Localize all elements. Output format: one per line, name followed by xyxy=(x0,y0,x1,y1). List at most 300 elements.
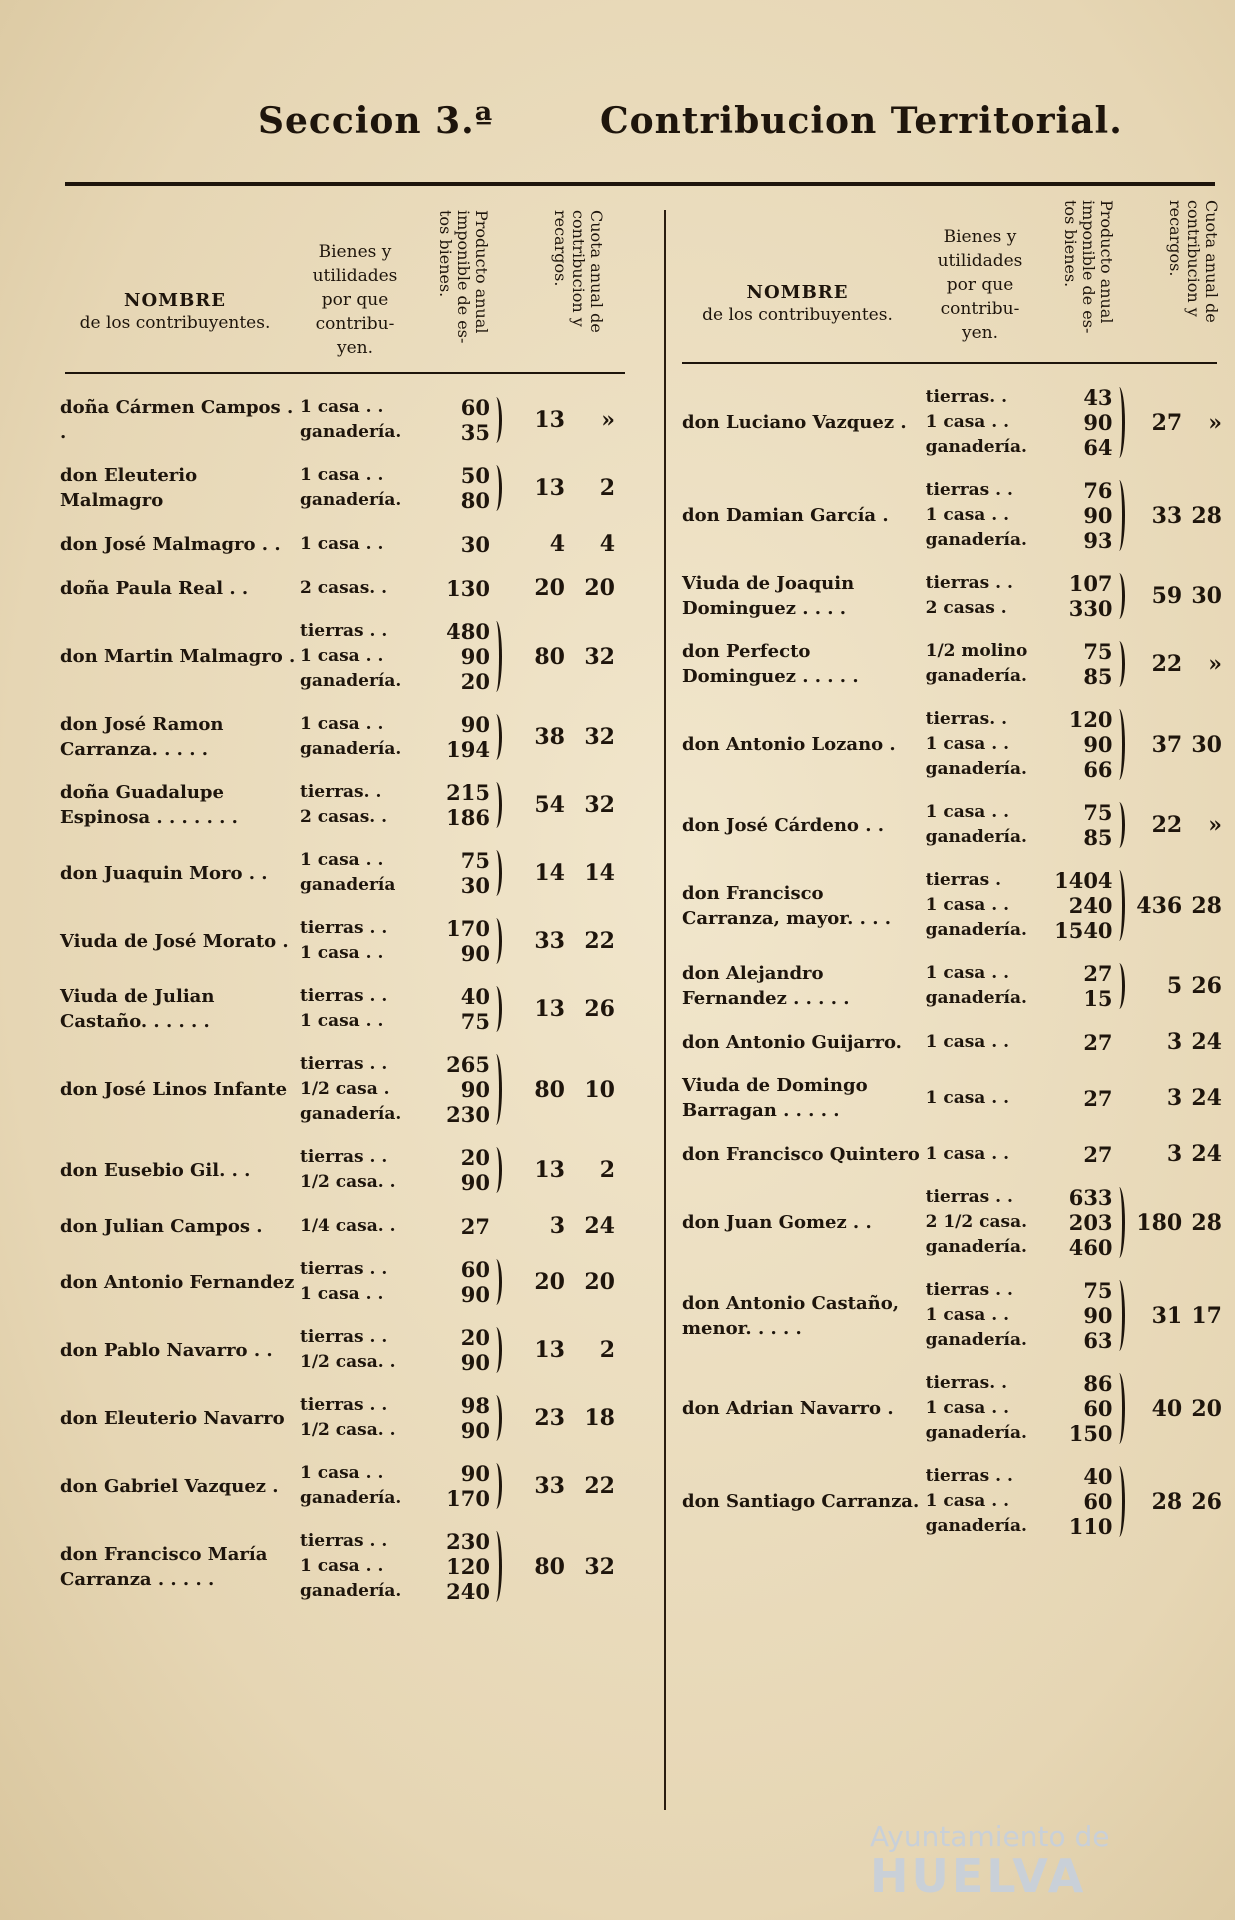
bien-item: 1/2 casa. . xyxy=(300,1352,396,1372)
bienes-cell xyxy=(300,984,425,1034)
cuota-maravedis: 24 xyxy=(1191,1141,1222,1167)
bien-item: 2 casas. . xyxy=(300,577,388,598)
producto-cell xyxy=(1045,707,1113,782)
contribuyente-name: Viuda de Joaquin Dominguez . . . . xyxy=(682,573,855,619)
bien-item: ganadería. xyxy=(925,759,1027,779)
bienes-cell xyxy=(300,780,425,830)
producto-value: 90 xyxy=(1083,410,1113,435)
cuota-maravedis: 2 xyxy=(599,1157,615,1183)
bien-item: tierras . . xyxy=(300,1259,388,1279)
cuota-reales: 59 xyxy=(1151,583,1183,609)
producto-value: 85 xyxy=(1083,825,1113,850)
contribuyente-name: don José Linos Infante xyxy=(60,1079,288,1100)
contribuyente-name: doña Guadalupe Espinosa . . . . . . . xyxy=(60,782,238,828)
producto-value: 230 xyxy=(446,1102,490,1127)
cuota-maravedis: 32 xyxy=(584,792,615,818)
bien-item: 1 casa . . xyxy=(925,1491,1009,1511)
bien-item: 1 casa . . xyxy=(925,802,1009,822)
bienes-cell xyxy=(926,1464,1045,1539)
brace xyxy=(492,1259,502,1305)
bien-item: tierras . . xyxy=(925,1280,1013,1300)
bien-item: tierras. . xyxy=(925,1373,1007,1393)
producto-cell xyxy=(1045,1464,1113,1539)
bien-item: tierras . . xyxy=(300,918,388,938)
brace xyxy=(1115,1466,1125,1537)
bien-item: ganadería. xyxy=(300,1581,402,1601)
contribuyente-name: don Adrian Navarro . xyxy=(682,1398,894,1419)
bien-item: ganadería. xyxy=(925,1237,1027,1257)
producto-value: 170 xyxy=(446,916,490,941)
bien-item: 1/2 casa . xyxy=(300,1079,390,1099)
producto-value: 460 xyxy=(1068,1235,1113,1260)
bien-item: 2 casas. . xyxy=(300,807,388,827)
cuota-reales: 80 xyxy=(534,643,565,670)
bien-item: ganadería. xyxy=(925,1330,1027,1350)
cuota-reales: 13 xyxy=(534,407,565,433)
bien-item: ganadería. xyxy=(300,422,402,442)
cuota-reales: 436 xyxy=(1136,892,1183,919)
bien-item: 1/2 molino xyxy=(925,641,1028,661)
bienes-cell xyxy=(300,1214,425,1239)
cuota-maravedis: 14 xyxy=(584,860,615,886)
contribuyente-name: don Antonio Guijarro. xyxy=(682,1031,902,1053)
bienes-cell xyxy=(926,961,1045,1011)
bien-item: ganadería. xyxy=(925,437,1027,457)
bienes-cell xyxy=(926,707,1045,782)
contribuyente-name: don Antonio Lozano . xyxy=(682,734,896,755)
bien-item: ganadería. xyxy=(925,920,1027,940)
cuota-reales: 54 xyxy=(534,792,565,818)
producto-value: 64 xyxy=(1083,435,1113,460)
brace xyxy=(492,465,502,511)
brace xyxy=(492,1054,502,1125)
producto-value: 90 xyxy=(460,1418,490,1443)
contribuyente-name: don Julian Campos . xyxy=(60,1215,263,1237)
table-row xyxy=(682,1029,1222,1055)
producto-value: 98 xyxy=(460,1393,490,1418)
producto-value: 90 xyxy=(460,644,490,669)
bien-item: 1 casa . . xyxy=(925,1398,1009,1418)
bien-item: 1/4 casa. . xyxy=(300,1215,396,1236)
producto-value: 1540 xyxy=(1054,918,1113,943)
cuota-maravedis: 22 xyxy=(584,928,615,954)
producto-cell xyxy=(1045,571,1113,621)
brace xyxy=(492,1327,502,1373)
bien-item: tierras . . xyxy=(925,1466,1013,1486)
producto-value: 60 xyxy=(460,395,490,420)
contribuyente-name: doña Paula Real . . xyxy=(60,577,249,599)
bienes-cell xyxy=(926,639,1045,689)
bien-item: tierras . . xyxy=(300,621,388,641)
cuota-maravedis: 24 xyxy=(1191,1085,1222,1111)
producto-cell xyxy=(425,916,490,966)
producto-value: 120 xyxy=(1068,707,1113,732)
header-cuota-right: Cuota anual de contribucion y recargos. xyxy=(1166,200,1221,323)
table-row xyxy=(60,984,640,1034)
producto-value: 120 xyxy=(446,1554,490,1579)
cuota-reales: 20 xyxy=(534,575,565,601)
contribuyente-name: don Perfecto Dominguez . . . . . xyxy=(682,641,859,687)
bien-item: 1 casa . . xyxy=(925,1031,1009,1052)
producto-cell xyxy=(425,848,490,898)
table-row xyxy=(682,1141,1222,1167)
cuota-reales: 3 xyxy=(1166,1029,1183,1055)
table-row xyxy=(60,1052,640,1127)
table-row xyxy=(682,639,1222,689)
contribuyente-name: don Santiago Carranza. xyxy=(682,1491,920,1512)
table-row xyxy=(60,619,640,694)
cuota-reales: 13 xyxy=(534,996,565,1022)
brace xyxy=(492,1395,502,1441)
cuota-reales: 33 xyxy=(1151,502,1183,529)
cuota-reales: 3 xyxy=(549,1213,565,1239)
table-row xyxy=(60,916,640,966)
contribuyente-name: don Francisco Quintero xyxy=(682,1143,920,1165)
contribuyente-name: don Alejandro Fernandez . . . . . xyxy=(682,963,850,1009)
watermark: Ayuntamiento de HUELVA xyxy=(870,1820,1110,1903)
bienes-cell xyxy=(300,463,425,513)
producto-cell xyxy=(425,1461,490,1511)
table-row xyxy=(682,385,1222,460)
cuota-reales: 80 xyxy=(534,1553,565,1580)
producto-cell xyxy=(425,1145,490,1195)
cuota-maravedis: » xyxy=(1208,409,1222,436)
table-row xyxy=(682,961,1222,1011)
cuota-reales: 180 xyxy=(1136,1209,1183,1236)
producto-cell xyxy=(425,395,490,445)
producto-cell xyxy=(425,712,490,762)
brace xyxy=(492,397,502,443)
cuota-reales: 22 xyxy=(1151,812,1183,838)
producto-cell xyxy=(1045,1086,1113,1111)
producto-value: 265 xyxy=(446,1052,490,1077)
bien-item: 1 casa . . xyxy=(925,1087,1009,1108)
producto-cell xyxy=(425,1325,490,1375)
cuota-maravedis: » xyxy=(1208,812,1222,838)
cuota-reales: 31 xyxy=(1151,1302,1183,1329)
cuota-maravedis: 10 xyxy=(584,1076,615,1103)
bien-item: tierras . . xyxy=(300,1054,388,1074)
producto-value: 60 xyxy=(1083,1489,1113,1514)
contribuyente-name: don José Ramon Carranza. . . . . xyxy=(60,714,224,760)
bienes-cell xyxy=(300,1325,425,1375)
bien-item: ganadería. xyxy=(925,666,1027,686)
cuota-reales: 22 xyxy=(1151,651,1183,677)
contribuyente-name: Viuda de José Morato . xyxy=(60,930,289,952)
bien-item: 1 casa . . xyxy=(300,1463,384,1483)
producto-cell xyxy=(425,984,490,1034)
producto-cell xyxy=(1045,800,1113,850)
brace xyxy=(1115,802,1125,848)
producto-value: 1404 xyxy=(1054,868,1113,893)
brace xyxy=(1115,573,1125,619)
bienes-cell xyxy=(300,712,425,762)
header-cuota-left: Cuota anual de contribucion y recargos. xyxy=(551,210,606,333)
bien-item: tierras . . xyxy=(300,1327,388,1347)
cuota-reales: 27 xyxy=(1151,409,1183,436)
bien-item: tierras . . xyxy=(925,480,1013,500)
brace xyxy=(492,918,502,964)
producto-value: 90 xyxy=(460,941,490,966)
producto-value: 90 xyxy=(1083,1303,1113,1328)
cuota-reales: 5 xyxy=(1166,973,1183,999)
producto-value: 90 xyxy=(460,1077,490,1102)
contribuyente-name: don Damian García . xyxy=(682,505,889,526)
producto-cell xyxy=(1045,1185,1113,1260)
producto-value: 63 xyxy=(1083,1328,1113,1353)
table-row xyxy=(682,1371,1222,1446)
table-row xyxy=(60,1325,640,1375)
contribuyente-name: don Gabriel Vazquez . xyxy=(60,1475,279,1497)
contribuyente-name: don Antonio Fernandez xyxy=(60,1271,295,1293)
bien-item: ganadería. xyxy=(300,1104,402,1124)
cuota-maravedis: » xyxy=(601,407,615,433)
producto-value: 30 xyxy=(460,873,490,898)
producto-value: 330 xyxy=(1068,596,1113,621)
producto-cell xyxy=(1045,385,1113,460)
contribuyente-name: doña Cármen Campos . . xyxy=(60,397,294,443)
brace xyxy=(1115,641,1125,687)
producto-value: 215 xyxy=(446,780,490,805)
producto-cell xyxy=(425,619,490,694)
bien-item: tierras . . xyxy=(925,573,1013,593)
cuota-maravedis: 30 xyxy=(1191,731,1222,758)
left-column xyxy=(60,395,640,1622)
table-row xyxy=(60,1393,640,1443)
producto-value: 27 xyxy=(1083,1029,1113,1055)
bien-item: tierras . . xyxy=(925,1187,1013,1207)
header-nombre-left: NOMBRE de los contribuyentes. xyxy=(79,290,271,333)
cuota-reales: 33 xyxy=(534,928,565,954)
bien-item: 1 casa . . xyxy=(300,850,384,870)
bienes-cell xyxy=(300,576,425,601)
bien-item: 1 casa . . xyxy=(300,397,384,417)
bien-item: 1 casa . . xyxy=(300,646,384,666)
contribuyente-name: don Martin Malmagro . xyxy=(60,646,296,667)
producto-cell xyxy=(425,1257,490,1307)
cuota-maravedis: 26 xyxy=(584,996,615,1022)
contribuyente-name: don Juan Gomez . . xyxy=(682,1212,872,1233)
cuota-reales: 20 xyxy=(534,1269,565,1295)
table-row xyxy=(60,1213,640,1239)
producto-value: 27 xyxy=(1083,1085,1113,1111)
brace xyxy=(492,714,502,760)
bien-item: tierras. . xyxy=(925,709,1007,729)
bienes-cell xyxy=(300,1052,425,1127)
table-row xyxy=(682,478,1222,553)
cuota-maravedis: 24 xyxy=(1191,1029,1222,1055)
producto-value: 150 xyxy=(1068,1421,1113,1446)
producto-value: 76 xyxy=(1083,478,1113,503)
cuota-maravedis: 24 xyxy=(584,1213,615,1239)
table-row xyxy=(60,848,640,898)
producto-value: 75 xyxy=(1083,800,1113,825)
brace xyxy=(1115,480,1125,551)
bien-item: 1 casa . . xyxy=(925,895,1009,915)
producto-cell xyxy=(425,1529,490,1604)
producto-cell xyxy=(425,576,490,601)
producto-value: 30 xyxy=(460,531,490,557)
bien-item: 2 casas . xyxy=(925,598,1007,618)
bien-item: ganadería. xyxy=(300,1488,402,1508)
table-row xyxy=(60,1145,640,1195)
bien-item: ganadería xyxy=(300,875,396,895)
cuota-maravedis: 17 xyxy=(1191,1302,1222,1329)
bienes-cell xyxy=(926,1142,1045,1167)
contribuyente-name: Viuda de Julian Castaño. . . . . . xyxy=(60,986,215,1032)
producto-value: 40 xyxy=(460,984,490,1009)
header-bottom-rule-right xyxy=(682,362,1217,364)
bien-item: ganadería. xyxy=(300,671,402,691)
brace xyxy=(492,1147,502,1193)
producto-value: 90 xyxy=(460,1170,490,1195)
bienes-cell xyxy=(926,800,1045,850)
header-rule xyxy=(65,182,1215,186)
producto-cell xyxy=(425,780,490,830)
bien-item: 1 casa . . xyxy=(925,412,1009,432)
bienes-cell xyxy=(926,1086,1045,1111)
bienes-cell xyxy=(300,1461,425,1511)
brace xyxy=(492,1463,502,1509)
column-divider xyxy=(664,210,666,1810)
cuota-reales: 80 xyxy=(534,1076,565,1103)
brace xyxy=(492,1531,502,1602)
cuota-reales: 40 xyxy=(1151,1395,1183,1422)
section-title: Seccion 3.ª xyxy=(258,100,494,142)
producto-cell xyxy=(1045,1371,1113,1446)
bien-item: ganadería. xyxy=(925,1516,1027,1536)
bien-item: tierras. . xyxy=(300,782,382,802)
producto-value: 633 xyxy=(1068,1185,1113,1210)
header-nombre-right: NOMBRE de los contribuyentes. xyxy=(702,282,893,325)
producto-cell xyxy=(1045,1278,1113,1353)
cuota-maravedis: 32 xyxy=(584,643,615,670)
bien-item: 1 casa . . xyxy=(300,1284,384,1304)
producto-value: 90 xyxy=(1083,732,1113,757)
bien-item: ganadería. xyxy=(925,988,1027,1008)
cuota-maravedis: 28 xyxy=(1191,892,1222,919)
brace xyxy=(492,782,502,828)
bien-item: 1 casa . . xyxy=(925,963,1009,983)
bien-item: 1/2 casa. . xyxy=(300,1420,396,1440)
cuota-reales: 13 xyxy=(534,1157,565,1183)
bien-item: tierras . . xyxy=(300,1147,388,1167)
producto-value: 43 xyxy=(1083,385,1113,410)
producto-value: 90 xyxy=(460,712,490,737)
cuota-reales: 33 xyxy=(534,1473,565,1499)
bien-item: ganadería. xyxy=(925,1423,1027,1443)
table-row xyxy=(60,575,640,601)
producto-cell xyxy=(1045,868,1113,943)
bien-item: ganadería. xyxy=(925,530,1027,550)
producto-value: 230 xyxy=(446,1529,490,1554)
bien-item: 2 1/2 casa. xyxy=(925,1212,1028,1232)
cuota-reales: 4 xyxy=(549,531,565,557)
bienes-cell xyxy=(300,532,425,557)
bien-item: 1 casa . . xyxy=(300,943,384,963)
bienes-cell xyxy=(926,571,1045,621)
table-row xyxy=(60,1257,640,1307)
cuota-maravedis: 20 xyxy=(584,575,615,601)
producto-value: 85 xyxy=(1083,664,1113,689)
page-title: Contribucion Territorial. xyxy=(600,100,1123,142)
producto-value: 90 xyxy=(1083,503,1113,528)
producto-value: 93 xyxy=(1083,528,1113,553)
bienes-cell xyxy=(300,1529,425,1604)
producto-cell xyxy=(1045,1142,1113,1167)
cuota-reales: 13 xyxy=(534,1337,565,1363)
bienes-cell xyxy=(926,1278,1045,1353)
table-row xyxy=(682,1073,1222,1123)
header-bottom-rule-left xyxy=(65,372,625,374)
right-column xyxy=(682,385,1222,1557)
table-row xyxy=(682,1278,1222,1353)
contribuyente-name: don Pablo Navarro . . xyxy=(60,1339,273,1361)
bien-item: 1 casa . . xyxy=(300,714,384,734)
producto-cell xyxy=(425,532,490,557)
cuota-reales: 37 xyxy=(1151,731,1183,758)
brace xyxy=(1115,1373,1125,1444)
producto-value: 60 xyxy=(460,1257,490,1282)
contribuyente-name: don Eusebio Gil. . . xyxy=(60,1159,251,1181)
contribuyente-name: don Luciano Vazquez . xyxy=(682,412,907,433)
producto-cell xyxy=(425,463,490,513)
table-row xyxy=(60,463,640,513)
bien-item: tierras . . xyxy=(300,986,388,1006)
table-row xyxy=(60,712,640,762)
table-row xyxy=(60,1529,640,1604)
bienes-cell xyxy=(926,1371,1045,1446)
producto-cell xyxy=(425,1393,490,1443)
producto-value: 107 xyxy=(1068,571,1113,596)
bien-item: 1 casa . . xyxy=(300,1011,384,1031)
bienes-cell xyxy=(300,1393,425,1443)
cuota-maravedis: 30 xyxy=(1191,583,1222,609)
cuota-maravedis: 32 xyxy=(584,1553,615,1580)
producto-value: 40 xyxy=(1083,1464,1113,1489)
producto-value: 110 xyxy=(1068,1514,1113,1539)
cuota-maravedis: 22 xyxy=(584,1473,615,1499)
producto-value: 15 xyxy=(1083,986,1113,1011)
producto-value: 75 xyxy=(460,1009,490,1034)
table-row xyxy=(682,707,1222,782)
cuota-reales: 3 xyxy=(1166,1085,1183,1111)
bien-item: ganadería. xyxy=(300,739,402,759)
producto-cell xyxy=(1045,639,1113,689)
header-bienes-right: Bienes y utilidades por que contribu- yen. xyxy=(937,227,1023,343)
producto-value: 86 xyxy=(1083,1371,1113,1396)
cuota-maravedis: 26 xyxy=(1191,973,1222,999)
contribuyente-name: don Eleuterio Malmagro xyxy=(60,465,198,511)
bienes-cell xyxy=(300,916,425,966)
contribuyente-name: don Francisco María Carranza . . . . . xyxy=(60,1543,268,1590)
cuota-maravedis: 20 xyxy=(584,1269,615,1295)
bien-item: 1/2 casa. . xyxy=(300,1172,396,1192)
cuota-maravedis: 28 xyxy=(1191,1209,1222,1236)
producto-value: 90 xyxy=(460,1461,490,1486)
producto-cell xyxy=(1045,1030,1113,1055)
brace xyxy=(492,621,502,692)
bienes-cell xyxy=(300,848,425,898)
brace xyxy=(1115,709,1125,780)
bien-item: 1 casa . . xyxy=(300,465,384,485)
bienes-cell xyxy=(926,1185,1045,1260)
table-row xyxy=(60,395,640,445)
bien-item: tierras . . xyxy=(300,1531,388,1551)
cuota-reales: 23 xyxy=(534,1405,565,1431)
producto-value: 75 xyxy=(460,848,490,873)
cuota-maravedis: 26 xyxy=(1191,1488,1222,1515)
